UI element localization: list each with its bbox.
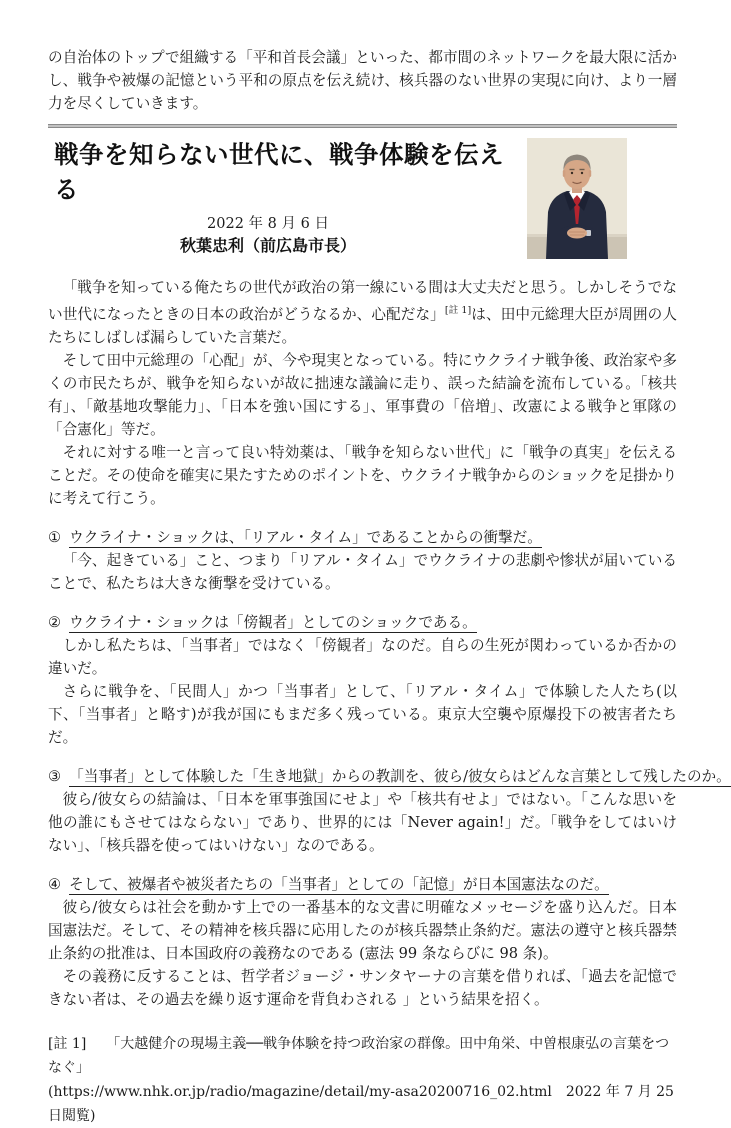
item-3-paragraph: 彼ら/彼女らの結論は、「日本を軍事強国にせよ」や「核共有せよ」ではない。「こんな思いを他の誰にもさせてはならない」であり、世界的には「Never again!」だ。「戦争をしてはいけない」、「核兵器を使ってはいけない」なのである。 [48, 791, 677, 854]
item-2-heading-text: ウクライナ・ショックは「傍観者」としてのショックである。 [69, 614, 477, 631]
item-1-heading-text: ウクライナ・ショックは、「リアル・タイム」であることからの衝撃だ。 [69, 529, 542, 546]
item-2-heading [48, 611, 677, 634]
p1-after-note: は、田中元総理大臣が周囲の人たちにしばしば漏らしていた言葉だ。 [48, 306, 677, 346]
numbered-item-3 [48, 765, 731, 857]
item-2-paragraph: さらに戦争を、「民間人」かつ「当事者」として、「リアル・タイム」で体験した人たち(以下、「当事者」と略す)が我が国にもまだ多く残っている。東京大空襲や原爆投下の被害者たちだ。 [48, 683, 677, 746]
intro-paragraph: の自治体のトップで組織する「平和首長会議」といった、都市間のネットワークを最大限に活かし、戦争や被爆の記憶という平和の原点を伝え続け、核兵器のない世界の実現に向け、より一層力を尽くしていきます。 [48, 49, 677, 112]
body-paragraph-1 [48, 276, 677, 349]
article-header-text [48, 128, 527, 257]
article-author: 秋葉忠利（前広島市長） [179, 236, 356, 255]
item-4-heading [48, 873, 677, 896]
article-header [48, 128, 677, 259]
item-3-heading [48, 765, 731, 788]
article-title: 戦争を知らない世代に、戦争体験を伝える [54, 140, 504, 204]
note-reference: [註 1] [444, 305, 472, 316]
numbered-item-2 [48, 611, 677, 749]
item-4-number: ④ [48, 876, 62, 893]
item-2-number: ② [48, 614, 62, 631]
article-date: 2022 年 8 月 6 日 [207, 216, 329, 232]
item-2-paragraph: しかし私たちは、「当事者」ではなく「傍観者」なのだ。自らの生死が関わっているか否かの違いだ。 [48, 637, 677, 677]
footnote-url: (https://www.nhk.or.jp/radio/magazine/detail/my-asa20200716_02.html 2022 年 7 月 25 日閲覧) [48, 1084, 674, 1124]
item-4-paragraph: その義務に反することは、哲学者ジョージ・サンタヤーナの言葉を借りれば、「過去を記憶できない者は、その過去を繰り返す運命を背負わされる 」という結果を招く。 [48, 968, 677, 1008]
body-paragraph-2: そして田中元総理の「心配」が、今や現実となっている。特にウクライナ戦争後、政治家や多くの市民たちが、戦争を知らないが故に拙速な議論に走り、誤った結論を流布している。「核共有」、「敵基地攻撃能力」、「日本を強い国にする」、軍事費の「倍増」、改憲による戦争と軍隊の「合憲化」等だ。 [48, 352, 677, 438]
numbered-item-4 [48, 873, 677, 1011]
numbered-item-1 [48, 526, 677, 595]
item-1-paragraph: 「今、起きている」こと、つまり「リアル・タイム」でウクライナの悲劇や惨状が届いていることで、私たちは大きな衝撃を受けている。 [48, 552, 677, 592]
article-body [48, 276, 731, 1128]
p1-before-note: 「戦争を知っている俺たちの世代が政治の第一線にいる間は大丈夫だと思う。しかしそうでない世代になったときの日本の政治がどうなるか、心配だな」 [48, 279, 677, 323]
footnote [48, 1032, 677, 1128]
item-1-heading [48, 526, 677, 549]
item-1-number: ① [48, 529, 62, 546]
item-4-paragraph: 彼ら/彼女らは社会を動かす上での一番基本的な文書に明確なメッセージを盛り込んだ。日本国憲法だ。そして、その精神を核兵器に応用したのが核兵器禁止条約だ。憲法の遵守と核兵器禁止条約の批准は、日本国政府の義務なのである (憲法 99 条ならびに 98 条)。 [48, 899, 677, 962]
portrait-illustration [527, 138, 627, 259]
author-portrait-photo [527, 138, 627, 259]
footnote-line-1 [48, 1032, 677, 1080]
footnote-title: 「大越健介の現場主義──戦争体験を持つ政治家の群像。田中角栄、中曽根康弘の言葉をつなぐ」 [48, 1036, 670, 1076]
footnote-label: [註 1] [48, 1036, 87, 1052]
item-3-heading-text: 「当事者」として体験した「生き地獄」からの教訓を、彼ら/彼女らはどんな言葉として残したのか。 [69, 768, 731, 785]
item-4-heading-text: そして、被爆者や被災者たちの「当事者」としての「記憶」が日本国憲法なのだ。 [69, 876, 609, 893]
item-3-number: ③ [48, 768, 62, 785]
body-paragraph-3: それに対する唯一と言って良い特効薬は、「戦争を知らない世代」に「戦争の真実」を伝えることだ。その使命を確実に果たすためのポイントを、ウクライナ戦争からのショックを足掛かりに考えて行こう。 [48, 444, 677, 507]
